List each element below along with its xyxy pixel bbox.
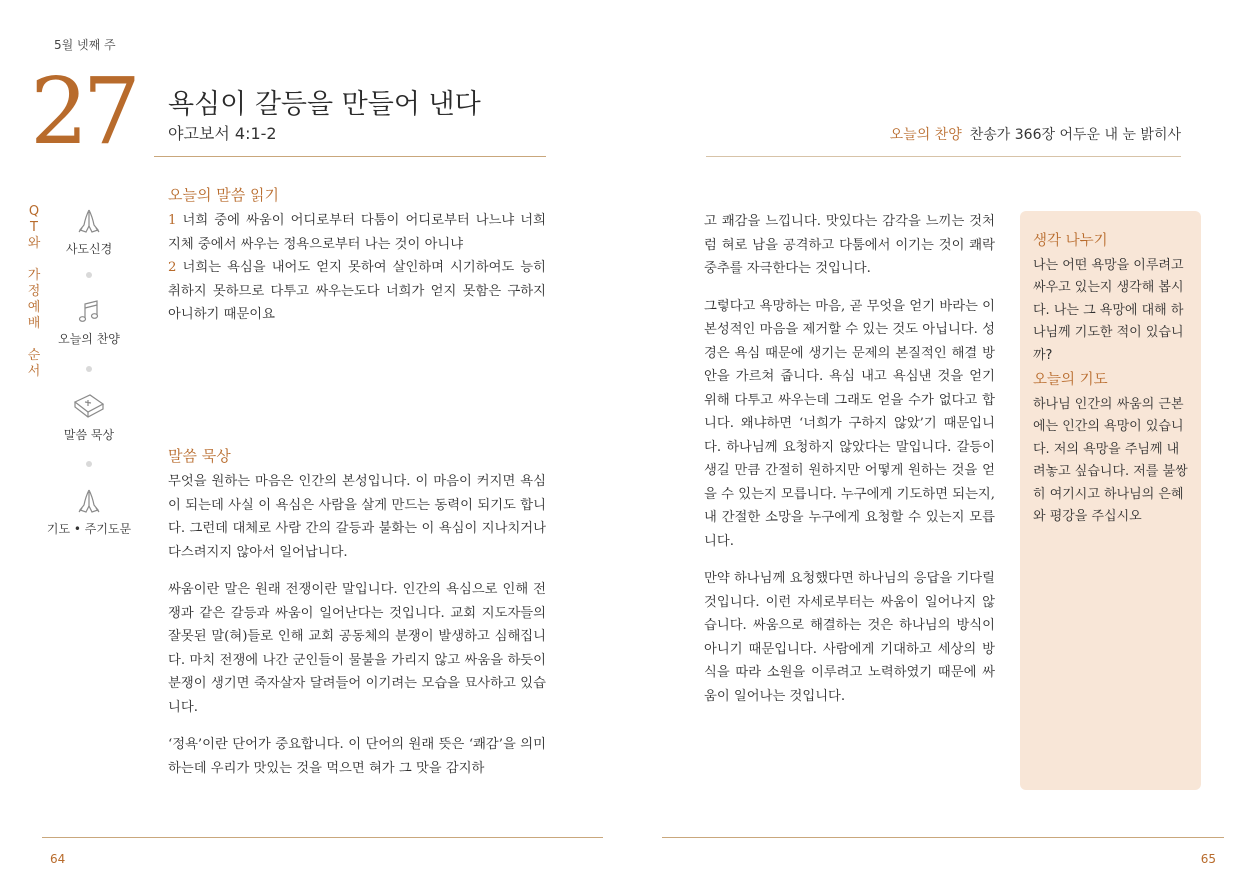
bible-icon <box>72 392 106 422</box>
order-step-label: 말씀 묵상 <box>63 428 115 442</box>
order-step-label: 사도신경 <box>65 242 113 256</box>
meditation-text-right <box>704 210 995 722</box>
paragraph: ‘정욕’이란 단어가 중요합니다. 이 단어의 원래 뜻은 ‘쾌감’을 의미하는데 우리가 맛있는 것을 먹으면 혀가 그 맛을 감지하 <box>168 737 546 776</box>
divider <box>154 156 546 157</box>
order-step-label: 기도 • 주기도문 <box>46 522 132 536</box>
qt-vertical-label: Q T 와 가 정 예 배 순 서 <box>27 204 41 379</box>
reading-text <box>168 209 546 327</box>
praying-hands-icon <box>73 486 105 516</box>
week-label: 5월 넷째 주 <box>54 38 116 52</box>
paragraph: 만약 하나님께 요청했다면 하나님의 응답을 기다릴 것입니다. 이런 자세로부터는 싸움이 일어나지 않습니다. 싸움으로 해결하는 것은 하나님의 방식이 아니기 때문입니다. 사람에게 기대하고 세상의 방식을 따라 소원을 이루려고 노력하였기 때문에 싸움이 일어나는 것입니다. <box>704 571 995 704</box>
order-step-prayer <box>44 486 134 537</box>
verse-text: 너희는 욕심을 내어도 얻지 못하여 살인하며 시기하여도 능히 취하지 못하므로 다투고 싸우는도다 너희가 얻지 못함은 구하지 아니하기 때문이요 <box>168 260 546 322</box>
verse-number: 2 <box>168 260 177 275</box>
verse-text: 너희 중에 싸움이 어디로부터 다툼이 어디로부터 나느냐 너희 지체 중에서 싸우는 정욕으로부터 나는 것이 아니냐 <box>168 213 546 252</box>
page-title: 욕심이 갈등을 만들어 낸다 <box>168 89 481 120</box>
meditation-text-left <box>168 470 546 794</box>
music-note-icon <box>76 298 102 326</box>
prayer-text: 하나님 인간의 싸움의 근본에는 인간의 욕망이 있습니다. 저의 욕망을 주님께 내려놓고 싶습니다. 저를 불쌍히 여기시고 하나님의 은혜와 평강을 주십시오 <box>1033 397 1188 525</box>
step-dot <box>86 366 92 372</box>
hymn-text: 찬송가 366장 어두운 내 눈 밝히사 <box>969 127 1181 143</box>
verse-number: 1 <box>168 213 177 228</box>
order-step-creed <box>44 206 134 257</box>
praying-hands-icon <box>73 206 105 236</box>
footer-rule <box>662 837 1224 838</box>
page-number-right: 65 <box>1200 852 1216 866</box>
sharing-box <box>1020 211 1201 790</box>
scripture-reference: 야고보서 4:1-2 <box>168 124 277 143</box>
reading-heading: 오늘의 말씀 읽기 <box>168 186 279 204</box>
sharing-text: 나는 어떤 욕망을 이루려고 싸우고 있는지 생각해 봅시다. 나는 그 욕망에 대해 하나님께 기도한 적이 있습니까? <box>1033 258 1184 363</box>
prayer-heading: 오늘의 기도 <box>1033 372 1108 388</box>
meditation-heading: 말씀 묵상 <box>168 447 231 465</box>
hymn-line <box>890 124 1181 144</box>
paragraph: 무엇을 원하는 마음은 인간의 본성입니다. 이 마음이 커지면 욕심이 되는데 사실 이 욕심은 사람을 살게 만드는 동력이 되기도 합니다. 그런데 대체로 사람 간의 갈등과 불화는 이 욕심이 지나치거나 다스려지지 않아서 일어납니다. <box>168 474 546 560</box>
page-number-left: 64 <box>50 852 66 866</box>
step-dot <box>86 272 92 278</box>
paragraph: 싸움이란 말은 원래 전쟁이란 말입니다. 인간의 욕심으로 인해 전쟁과 같은 갈등과 싸움이 일어난다는 것입니다. 교회 지도자들의 잘못된 말(혀)들로 인해 교회 공동체의 분쟁이 발생하고 심해집니다. 마치 전쟁에 나간 군인들이 물불을 가리지 않고 싸움을 하듯이 분쟁이 생기면 죽자살자 달려들어 이기려는 모습을 묘사하고 있습니다. <box>168 582 546 715</box>
footer-rule <box>42 837 603 838</box>
day-number: 27 <box>30 58 136 165</box>
hymn-label: 오늘의 찬양 <box>889 127 962 143</box>
order-step-label: 오늘의 찬양 <box>58 332 120 346</box>
paragraph: 고 쾌감을 느낍니다. 맛있다는 감각을 느끼는 것처럼 혀로 남을 공격하고 다툼에서 이기는 것이 쾌락중추를 자극한다는 것입니다. <box>704 214 995 276</box>
sharing-heading: 생각 나누기 <box>1033 233 1108 249</box>
step-dot <box>86 461 92 467</box>
divider <box>706 156 1181 157</box>
order-step-meditation <box>44 392 134 443</box>
order-step-hymn <box>44 298 134 347</box>
paragraph: 그렇다고 욕망하는 마음, 곧 무엇을 얻기 바라는 이 본성적인 마음을 제거할 수 있는 것도 아닙니다. 성경은 욕심 때문에 생기는 문제의 본질적인 해결 방안을 가르쳐 줍니다. 욕심 내고 욕심낸 것을 얻기 위해 다투고 싸우는데 그래도 얻을 수가 없다고 합니다. 왜냐하면 ‘너희가 구하지 않았’기 때문입니다. 하나님께 요청하지 않았다는 말입니다. 갈등이 생길 만큼 간절히 원하지만 어떻게 원하는 것을 얻을 수 있는지 모릅니다. 누구에게 기도하면 되는지, 내 간절한 소망을 누구에게 요청할 수 있는지 모릅니다. <box>704 298 995 549</box>
